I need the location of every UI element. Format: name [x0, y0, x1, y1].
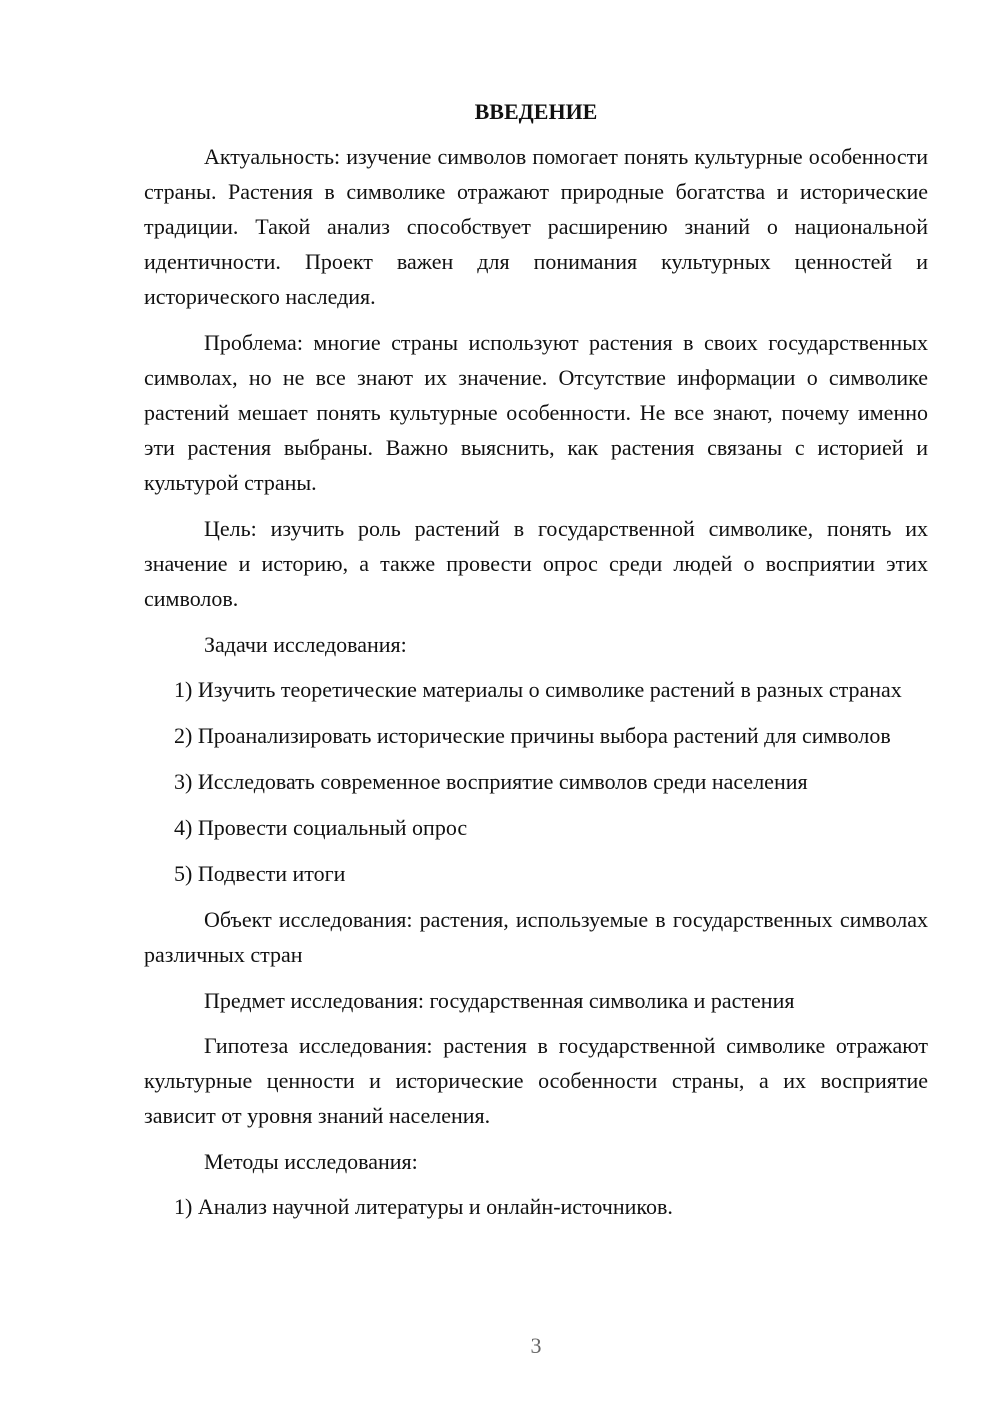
problem-paragraph: Проблема: многие страны используют растения в своих государственных символах, но не все знают их значение. Отсутствие информации о символике растений мешает понять культурные особенности. Не все знают, почему именно эти растения выбраны. Важно выяснить, как растения связаны с историей и культурой страны. — [144, 330, 928, 495]
goal-paragraph: Цель: изучить роль растений в государственной символике, понять их значение и историю, а также провести опрос среди людей о восприятии этих символов. — [144, 516, 928, 611]
object-paragraph: Объект исследования: растения, используемые в государственных символах различных стран — [144, 907, 928, 967]
tasks-heading: Задачи исследования: — [204, 632, 407, 657]
task-item: 4) Провести социальный опрос — [174, 815, 468, 840]
page-content — [144, 94, 928, 1235]
task-item: 5) Подвести итоги — [174, 861, 346, 886]
relevance-paragraph: Актуальность: изучение символов помогает понять культурные особенности страны. Растения в символике отражают природные богатства и исторические традиции. Такой анализ способствует расширению знаний о национальной идентичности. Проект важен для понимания культурных ценностей и исторического наследия. — [144, 144, 928, 309]
page-title: ВВЕДЕНИЕ — [474, 99, 598, 124]
page-number: 3 — [530, 1333, 542, 1358]
hypothesis-paragraph: Гипотеза исследования: растения в государственной символике отражают культурные ценности и исторические особенности страны, а их восприятие зависит от уровня знаний населения. — [144, 1033, 928, 1128]
task-item: 1) Изучить теоретические материалы о символике растений в разных странах — [174, 677, 902, 702]
methods-heading: Методы исследования: — [204, 1149, 418, 1174]
subject-paragraph: Предмет исследования: государственная символика и растения — [204, 988, 795, 1013]
task-item: 2) Проанализировать исторические причины выбора растений для символов — [174, 723, 891, 748]
method-item: 1) Анализ научной литературы и онлайн-источников. — [174, 1194, 673, 1219]
task-item: 3) Исследовать современное восприятие символов среди населения — [174, 769, 808, 794]
